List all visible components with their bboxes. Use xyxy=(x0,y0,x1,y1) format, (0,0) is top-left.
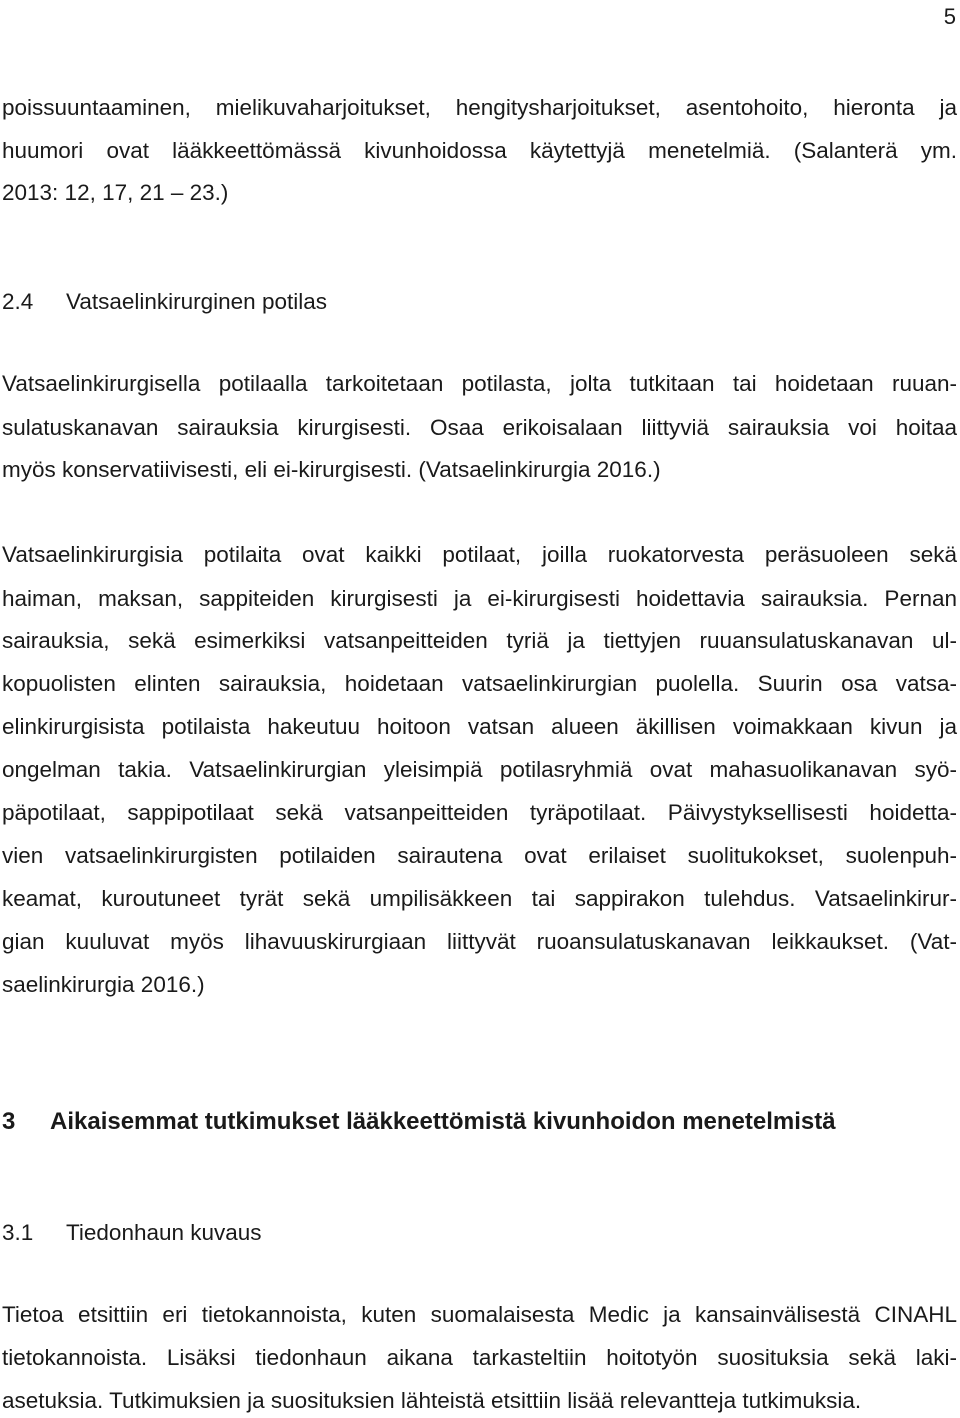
section-title: Vatsaelinkirurginen potilas xyxy=(66,289,327,314)
text-line: Vatsaelinkirurgisia potilaita ovat kaikki potilaat, joilla ruokatorvesta peräsuoleen sekä xyxy=(2,542,957,567)
chapter-title: Aikaisemmat tutkimukset lääkkeettömistä kivunhoidon menetelmistä xyxy=(50,1108,836,1135)
text-line: 2013: 12, 17, 21 – 23.) xyxy=(2,180,229,205)
text-line: Tietoa etsittiin eri tietokannoista, kuten suomalaisesta Medic ja kansainvälisestä CINAHL xyxy=(2,1302,957,1327)
text-line: kopuolisten elinten sairauksia, hoidetaan vatsaelinkirurgian puolella. Suurin osa vatsa- xyxy=(2,671,957,696)
text-line: Vatsaelinkirurgisella potilaalla tarkoitetaan potilasta, jolta tutkitaan tai hoidetaan ruuan- xyxy=(2,371,957,396)
section-heading-2-4 xyxy=(2,288,327,316)
text-line: elinkirurgisista potilaista hakeutuu hoitoon vatsan alueen äkillisen voimakkaan kivun ja xyxy=(2,714,957,739)
section-number: 2.4 xyxy=(2,289,34,314)
text-line: poissuuntaaminen, mielikuvaharjoitukset, hengitysharjoitukset, asentohoito, hieronta ja xyxy=(2,95,957,120)
text-line: keamat, kuroutuneet tyrät sekä umpilisäkkeen tai sappirakon tulehdus. Vatsaelinkirur- xyxy=(2,886,957,911)
section-title: Tiedonhaun kuvaus xyxy=(66,1220,262,1245)
text-line: sairauksia, sekä esimerkiksi vatsanpeitteiden tyriä ja tiettyjen ruuansulatuskanavan ul- xyxy=(2,628,957,653)
text-line: saelinkirurgia 2016.) xyxy=(2,972,205,997)
text-line: gian kuuluvat myös lihavuuskirurgiaan liittyvät ruoansulatuskanavan leikkaukset. (Vat- xyxy=(2,929,957,954)
chapter-number: 3 xyxy=(2,1108,16,1135)
text-line: päpotilaat, sappipotilaat sekä vatsanpeitteiden tyräpotilaat. Päivystyksellisesti hoidetta- xyxy=(2,800,957,825)
page-number: 5 xyxy=(943,4,956,29)
text-line: huumori ovat lääkkeettömässä kivunhoidossa käytettyjä menetelmiä. (Salanterä ym. xyxy=(2,138,957,163)
text-line: vien vatsaelinkirurgisten potilaiden sairautena ovat erilaiset suolitukokset, suolenpuh- xyxy=(2,843,957,868)
text-line: sulatuskanavan sairauksia kirurgisesti. Osaa erikoisalaan liittyviä sairauksia voi hoitaa xyxy=(2,415,957,440)
text-line: ongelman takia. Vatsaelinkirurgian yleisimpiä potilasryhmiä ovat mahasuolikanavan syö- xyxy=(2,757,957,782)
chapter-heading-3 xyxy=(2,1107,836,1137)
text-line: asetuksia. Tutkimuksien ja suosituksien lähteistä etsittiin lisää relevantteja tutkimuksia. xyxy=(2,1388,862,1413)
text-line: myös konservatiivisesti, eli ei-kirurgisesti. (Vatsaelinkirurgia 2016.) xyxy=(2,457,661,482)
text-line: tietokannoista. Lisäksi tiedonhaun aikana tarkasteltiin hoitotyön suosituksia sekä laki- xyxy=(2,1345,957,1370)
text-line: haiman, maksan, sappiteiden kirurgisesti ja ei-kirurgisesti hoidettavia sairauksia. Pernan xyxy=(2,586,957,611)
section-number: 3.1 xyxy=(2,1220,34,1245)
section-heading-3-1 xyxy=(2,1219,262,1247)
